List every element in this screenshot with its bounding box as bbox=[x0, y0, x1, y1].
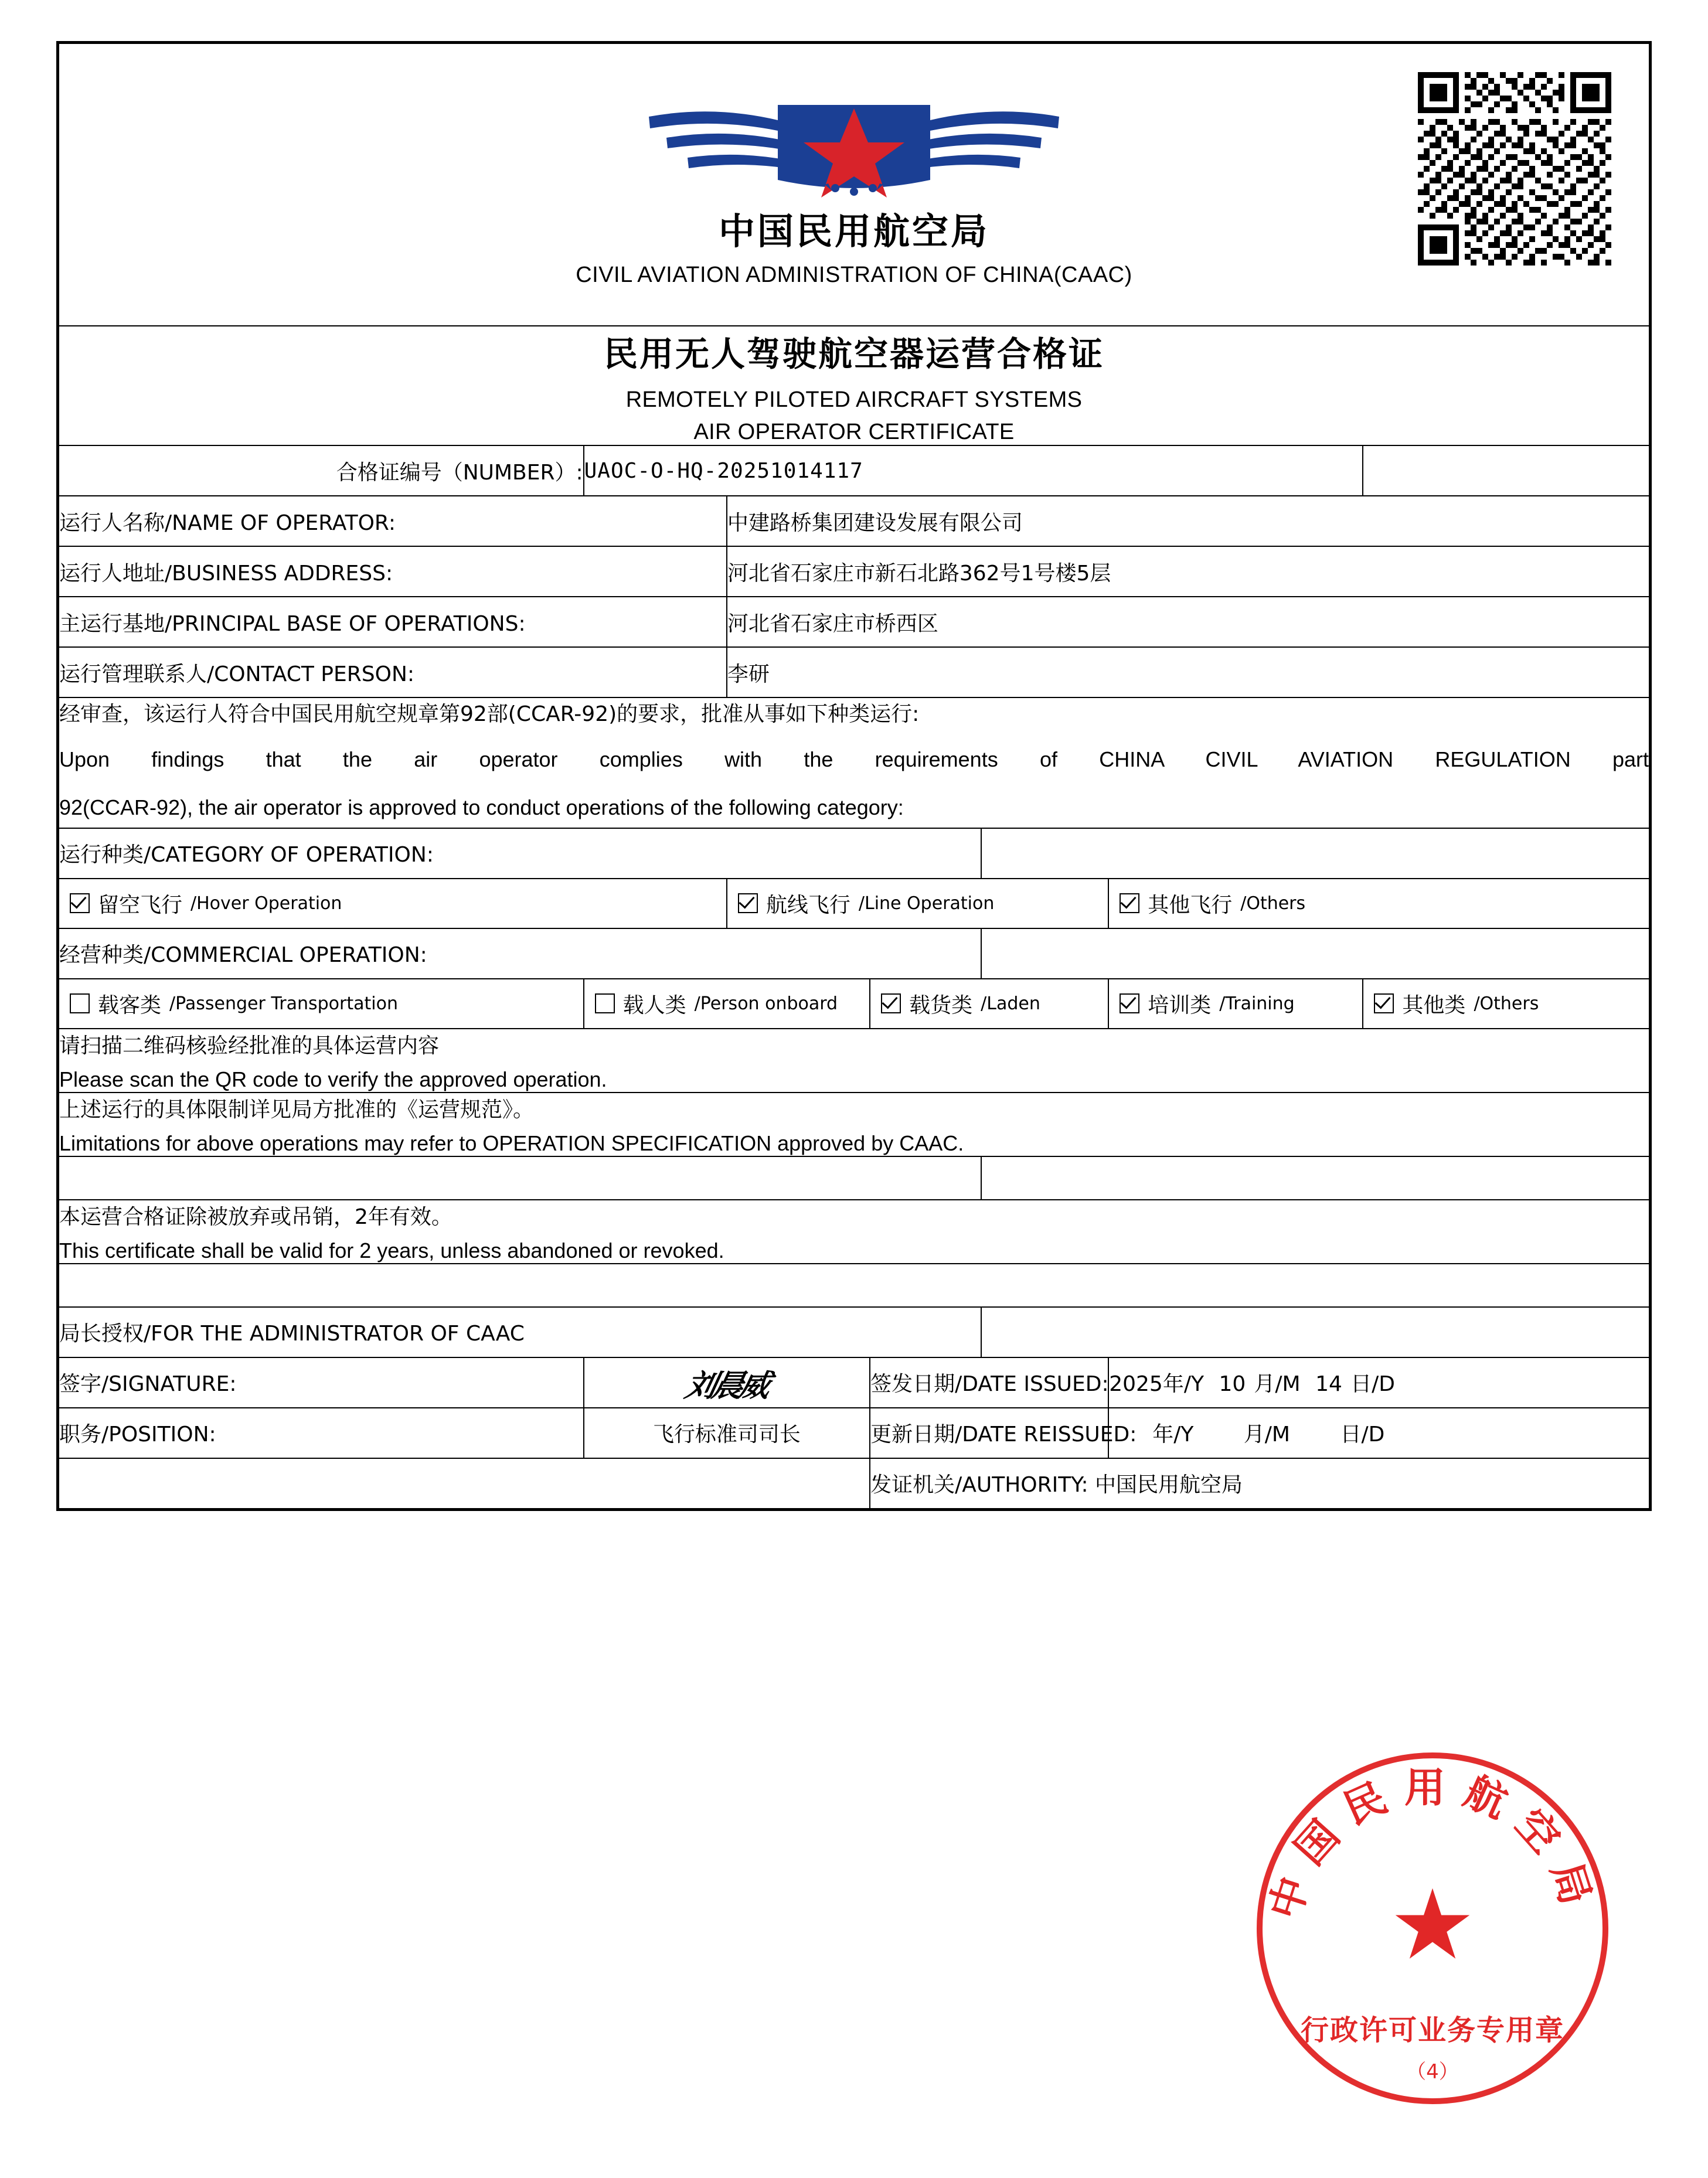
position-label: 职务/POSITION: bbox=[59, 1408, 584, 1458]
date-reissued-month-unit: 月/M bbox=[1243, 1422, 1290, 1447]
spacer-cell-right bbox=[981, 1156, 1649, 1200]
address-value: 河北省石家庄市新石北路362号1号楼5层 bbox=[727, 546, 1649, 597]
seal-star-icon: ★ bbox=[1389, 1871, 1476, 1979]
date-issued-year-unit: 年/Y bbox=[1162, 1372, 1204, 1397]
category-option-hover[interactable] bbox=[59, 879, 727, 928]
statement-en-line1: Upon findings that the air operator complies with the requirements of CHINA CIVIL AVIATION REGULATION part bbox=[59, 747, 1649, 771]
commercial-option-others[interactable] bbox=[1363, 979, 1649, 1029]
qr-verify-note bbox=[59, 1029, 1649, 1093]
date-reissued-label: 更新日期/DATE REISSUED: bbox=[870, 1408, 1108, 1458]
certificate-header bbox=[59, 43, 1649, 326]
signature-value: 刘晨威 bbox=[578, 1357, 875, 1408]
signature-label: 签字/SIGNATURE: bbox=[59, 1357, 584, 1408]
authority-row bbox=[870, 1458, 1649, 1509]
seal-bottom-text: 行政许可业务专用章 bbox=[1300, 2014, 1564, 2047]
checkbox-other-operation[interactable] bbox=[1120, 893, 1139, 913]
date-reissued-day-unit: 日/D bbox=[1340, 1422, 1385, 1447]
checkbox-commercial-others[interactable] bbox=[1374, 993, 1394, 1013]
category-option-1-en: /Line Operation bbox=[858, 893, 995, 914]
number-value: UAOC-O-HQ-20251014117 bbox=[584, 445, 1363, 496]
date-issued-value bbox=[1108, 1357, 1649, 1408]
commercial-option-passenger[interactable] bbox=[59, 979, 584, 1029]
commercial-option-0-en: /Passenger Transportation bbox=[169, 993, 398, 1014]
checkbox-line-operation[interactable] bbox=[738, 893, 758, 913]
spacer-cell-left bbox=[59, 1156, 981, 1200]
title-cn: 民用无人驾驶航空器运营合格证 bbox=[603, 334, 1104, 374]
limitation-note bbox=[59, 1093, 1649, 1156]
checkbox-person-onboard[interactable] bbox=[595, 993, 615, 1013]
date-issued-day-unit: 日/D bbox=[1350, 1372, 1395, 1397]
seal-number: （4） bbox=[1406, 2060, 1459, 2084]
certificate-table bbox=[58, 43, 1650, 1509]
seal-ring bbox=[1257, 1752, 1608, 2104]
seal-arc-text bbox=[1257, 1752, 1608, 2104]
commercial-option-3-cn: 培训类 bbox=[1148, 993, 1212, 1017]
operator-label: 运行人名称/NAME OF OPERATOR: bbox=[59, 496, 727, 546]
category-option-2-en: /Others bbox=[1240, 893, 1306, 914]
administrator-label: 局长授权/FOR THE ADMINISTRATOR OF CAAC bbox=[59, 1307, 981, 1357]
category-option-1-cn: 航线飞行 bbox=[765, 893, 850, 917]
base-label: 主运行基地/PRINCIPAL BASE OF OPERATIONS: bbox=[59, 597, 727, 647]
certificate-title bbox=[59, 326, 1649, 445]
commercial-option-person-onboard[interactable] bbox=[584, 979, 870, 1029]
commercial-blank-cell bbox=[981, 928, 1649, 979]
validity-note-en: This certificate shall be valid for 2 years, unless abandoned or revoked. bbox=[59, 1238, 724, 1262]
checkbox-training[interactable] bbox=[1120, 993, 1139, 1013]
authority-blank-cell bbox=[59, 1458, 870, 1509]
commercial-option-4-en: /Others bbox=[1474, 993, 1539, 1014]
number-blank-cell bbox=[1363, 445, 1649, 496]
title-en-line2: AIR OPERATOR CERTIFICATE bbox=[693, 420, 1015, 444]
commercial-option-3-en: /Training bbox=[1219, 993, 1295, 1014]
commercial-option-4-cn: 其他类 bbox=[1402, 993, 1466, 1017]
official-seal-stamp bbox=[1257, 1752, 1608, 2104]
operator-value: 中建路桥集团建设发展有限公司 bbox=[727, 496, 1649, 546]
certificate-border bbox=[56, 41, 1652, 1511]
date-issued-month: 10 bbox=[1219, 1372, 1246, 1397]
authority-label: 发证机关/AUTHORITY: bbox=[870, 1473, 1088, 1498]
commercial-option-1-cn: 载人类 bbox=[622, 993, 686, 1017]
commercial-option-2-cn: 载货类 bbox=[909, 993, 973, 1017]
spacer-cell-full bbox=[59, 1264, 1649, 1307]
commercial-option-2-en: /Laden bbox=[981, 993, 1040, 1014]
contact-label: 运行管理联系人/CONTACT PERSON: bbox=[59, 647, 727, 697]
title-en-line1: REMOTELY PILOTED AIRCRAFT SYSTEMS bbox=[625, 387, 1083, 412]
commercial-option-1-en: /Person onboard bbox=[694, 993, 838, 1014]
validity-note-cn: 本运营合格证除被放弃或吊销，2年有效。 bbox=[59, 1204, 452, 1229]
category-option-others[interactable] bbox=[1108, 879, 1649, 928]
caac-winged-star-logo bbox=[59, 81, 1649, 199]
commercial-label: 经营种类/COMMERCIAL OPERATION: bbox=[59, 928, 981, 979]
base-value: 河北省石家庄市桥西区 bbox=[727, 597, 1649, 647]
svg-text:中国民用航空局: 中国民用航空局 bbox=[1260, 1764, 1605, 1925]
date-issued-label: 签发日期/DATE ISSUED: bbox=[870, 1357, 1108, 1408]
administrator-blank-cell bbox=[981, 1307, 1649, 1357]
checkbox-laden[interactable] bbox=[881, 993, 901, 1013]
date-issued-day: 14 bbox=[1315, 1372, 1342, 1397]
statement-en-line2: 92(CCAR-92), the air operator is approved to conduct operations of the following category: bbox=[59, 795, 904, 820]
number-label: 合格证编号（NUMBER）: bbox=[59, 445, 584, 496]
checkbox-passenger-transportation[interactable] bbox=[70, 993, 90, 1013]
org-name-en: CIVIL AVIATION ADMINISTRATION OF CHINA(CAAC) bbox=[576, 263, 1132, 287]
validity-note bbox=[59, 1200, 1649, 1264]
qr-code[interactable] bbox=[1418, 72, 1611, 266]
limit-note-en: Limitations for above operations may refer to OPERATION SPECIFICATION approved by CAAC. bbox=[59, 1131, 964, 1155]
address-label: 运行人地址/BUSINESS ADDRESS: bbox=[59, 546, 727, 597]
limit-note-cn: 上述运行的具体限制详见局方批准的《运营规范》。 bbox=[59, 1097, 535, 1122]
commercial-option-laden[interactable] bbox=[870, 979, 1108, 1029]
category-option-line[interactable] bbox=[727, 879, 1108, 928]
commercial-option-training[interactable] bbox=[1108, 979, 1363, 1029]
contact-value: 李研 bbox=[727, 647, 1649, 697]
checkbox-hover-operation[interactable] bbox=[70, 893, 90, 913]
date-issued-month-unit: 月/M bbox=[1254, 1372, 1301, 1397]
approval-statement bbox=[59, 697, 1649, 828]
category-option-0-en: /Hover Operation bbox=[190, 893, 342, 914]
category-option-0-cn: 留空飞行 bbox=[98, 893, 183, 917]
date-issued-year: 2025 bbox=[1109, 1372, 1163, 1397]
statement-cn: 经审查，该运行人符合中国民用航空规章第92部(CCAR-92)的要求，批准从事如下种类运行: bbox=[59, 702, 920, 726]
position-value: 飞行标准司司长 bbox=[584, 1408, 870, 1458]
date-reissued-value bbox=[1108, 1408, 1649, 1458]
authority-value: 中国民用航空局 bbox=[1095, 1473, 1243, 1498]
category-label: 运行种类/CATEGORY OF OPERATION: bbox=[59, 828, 981, 879]
category-option-2-cn: 其他飞行 bbox=[1148, 893, 1233, 917]
date-reissued-year-unit: 年/Y bbox=[1152, 1422, 1194, 1447]
org-name-cn: 中国民用航空局 bbox=[718, 210, 989, 253]
qr-note-cn: 请扫描二维码核验经批准的具体运营内容 bbox=[59, 1033, 440, 1058]
category-blank-cell bbox=[981, 828, 1649, 879]
qr-note-en: Please scan the QR code to verify the approved operation. bbox=[59, 1067, 607, 1091]
commercial-option-0-cn: 载客类 bbox=[98, 993, 162, 1017]
